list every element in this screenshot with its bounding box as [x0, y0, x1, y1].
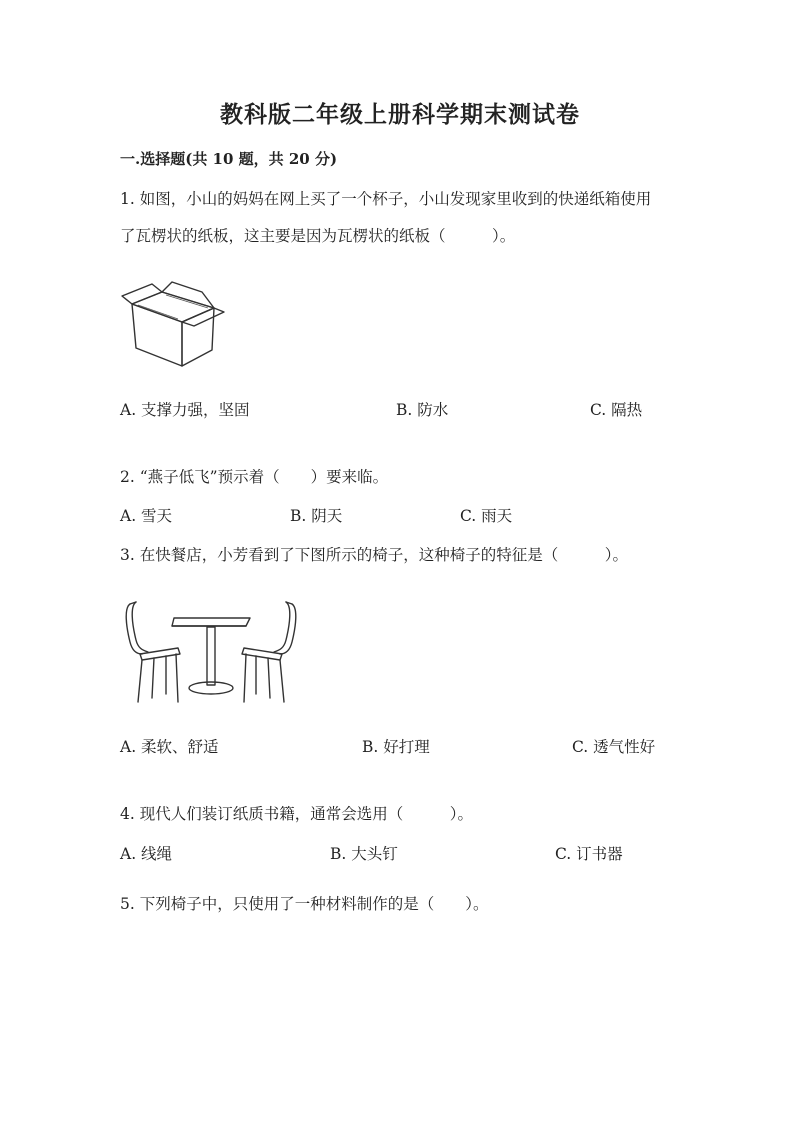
question-1-line-1: 1. 如图，小山的妈妈在网上买了一个杯子，小山发现家里收到的快递纸箱使用 — [120, 190, 652, 208]
question-2-line-1: 2. “燕子低飞”预示着（ ）要来临。 — [120, 468, 389, 486]
question-4-line-1: 4. 现代人们装订纸质书籍，通常会选用（ ）。 — [120, 805, 473, 823]
section-heading: 一.选择题(共 10 题，共 20 分) — [120, 150, 338, 168]
question-5-line-1: 5. 下列椅子中，只使用了一种材料制作的是（ ）。 — [120, 895, 489, 913]
question-4-option-c: C. 订书器 — [555, 845, 623, 863]
question-4-option-b: B. 大头钉 — [330, 845, 398, 863]
question-3-option-c: C. 透气性好 — [572, 738, 656, 756]
question-3-line-1: 3. 在快餐店，小芳看到了下图所示的椅子，这种椅子的特征是（ ）。 — [120, 546, 628, 564]
question-2-option-c: C. 雨天 — [460, 507, 513, 525]
question-3-option-b: B. 好打理 — [362, 738, 430, 756]
question-2-option-b: B. 阴天 — [290, 507, 343, 525]
question-1-option-b: B. 防水 — [396, 401, 449, 419]
question-3-option-a: A. 柔软、舒适 — [120, 738, 219, 756]
question-4-option-a: A. 线绳 — [120, 845, 173, 863]
corrugated-box-illustration — [118, 278, 230, 370]
question-1-option-a: A. 支撑力强，坚固 — [120, 401, 250, 419]
question-1-line-2: 了瓦楞状的纸板，这主要是因为瓦楞状的纸板（ ）。 — [120, 227, 516, 245]
page-title: 教科版二年级上册科学期末测试卷 — [220, 101, 580, 128]
table-and-chairs-illustration — [120, 598, 302, 706]
question-1-option-c: C. 隔热 — [590, 401, 643, 419]
question-2-option-a: A. 雪天 — [120, 507, 173, 525]
